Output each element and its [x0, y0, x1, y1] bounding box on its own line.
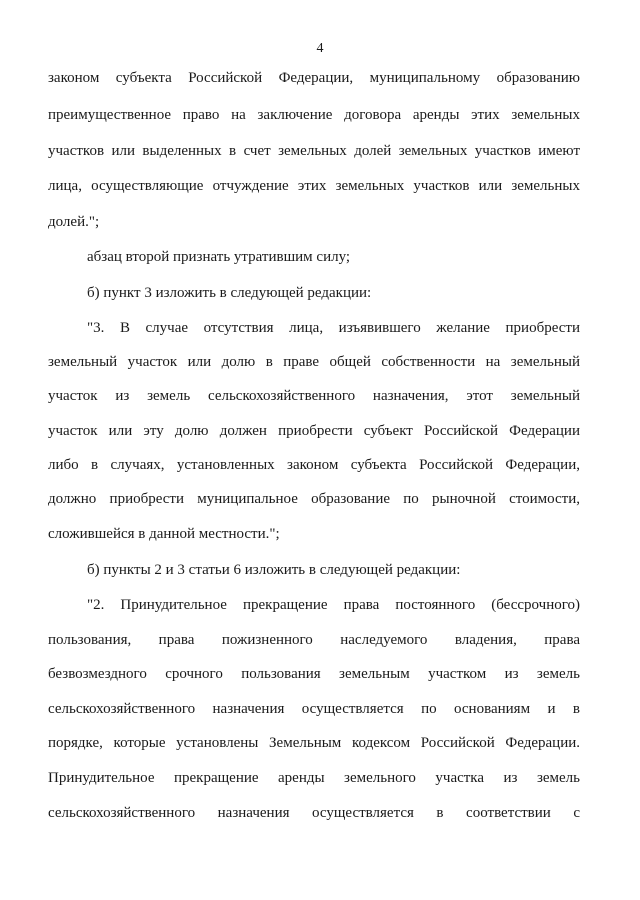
text-line: долей.";: [48, 214, 100, 230]
text-line: сложившейся в данной местности.";: [48, 526, 280, 542]
text-line: законом субъекта Российской Федерации, муниципальному образованию: [48, 70, 580, 86]
text-line: участок из земель сельскохозяйственного назначения, этот земельный: [48, 388, 580, 404]
text-line: порядке, которые установлены Земельным кодексом Российской Федерации.: [48, 735, 580, 751]
text-line: Принудительное прекращение аренды земельного участка из земель: [48, 770, 580, 786]
text-line: "2. Принудительное прекращение права постоянного (бессрочного): [87, 597, 580, 613]
text-line: участок или эту долю должен приобрести субъект Российской Федерации: [48, 423, 580, 439]
text-line: преимущественное право на заключение договора аренды этих земельных: [48, 107, 580, 123]
text-line: абзац второй признать утратившим силу;: [87, 249, 351, 265]
text-line: пользования, права пожизненного наследуемого владения, права: [48, 632, 580, 648]
text-line: должно приобрести муниципальное образование по рыночной стоимости,: [48, 491, 580, 507]
text-line: лица, осуществляющие отчуждение этих земельных участков или земельных: [48, 178, 580, 194]
text-line: безвозмездного срочного пользования земельным участком из земель: [48, 666, 580, 682]
text-line: сельскохозяйственного назначения осуществляется в соответствии с: [48, 805, 580, 821]
text-line: б) пункты 2 и 3 статьи 6 изложить в следующей редакции:: [87, 562, 461, 578]
text-line: сельскохозяйственного назначения осуществляется по основаниям и в: [48, 701, 580, 717]
text-line: участков или выделенных в счет земельных долей земельных участков имеют: [48, 143, 580, 159]
text-line: либо в случаях, установленных законом субъекта Российской Федерации,: [48, 457, 580, 473]
text-line: б) пункт 3 изложить в следующей редакции:: [87, 285, 372, 301]
text-line: "3. В случае отсутствия лица, изъявившего желание приобрести: [87, 320, 580, 336]
page-number: 4: [316, 41, 324, 56]
text-line: земельный участок или долю в праве общей собственности на земельный: [48, 354, 580, 370]
